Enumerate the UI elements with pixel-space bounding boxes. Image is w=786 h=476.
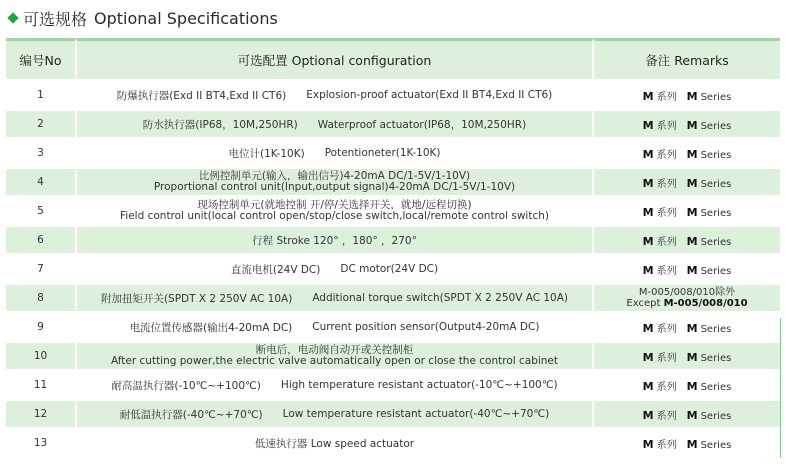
remark-series-en bbox=[687, 322, 732, 335]
remark-en: Series bbox=[700, 323, 732, 335]
row-remarks bbox=[594, 227, 780, 256]
header-no: 编号No bbox=[6, 38, 77, 82]
config-pair bbox=[77, 320, 592, 335]
section-title-en: Optional Specifications bbox=[94, 8, 278, 28]
remark-series-cn bbox=[643, 407, 677, 422]
remark-series bbox=[594, 175, 780, 190]
config-line-en: After cutting power,the electric valve automatically open or close the control cabinet bbox=[110, 355, 559, 367]
remark-m: M bbox=[642, 205, 654, 219]
remark-m: M bbox=[686, 118, 698, 132]
row-configuration bbox=[77, 169, 594, 198]
config-two-line bbox=[77, 171, 592, 193]
remark-m: M bbox=[686, 205, 698, 219]
remark-series-cn bbox=[643, 349, 677, 364]
row-remarks bbox=[594, 372, 780, 401]
remark-series bbox=[594, 233, 780, 248]
remark-cn: 系列 bbox=[656, 410, 677, 422]
remark-en: Series bbox=[700, 381, 732, 393]
row-number: 11 bbox=[6, 372, 77, 401]
remark-m: M bbox=[642, 176, 654, 190]
table-header-row bbox=[6, 38, 780, 82]
table-body bbox=[6, 82, 780, 459]
row-number: 10 bbox=[6, 343, 77, 372]
config-pair bbox=[77, 117, 592, 132]
row-remarks bbox=[594, 82, 780, 111]
row-number: 12 bbox=[6, 401, 77, 430]
config-cn: 防爆执行器(Exd II BT4,Exd II CT6) bbox=[116, 89, 287, 102]
config-pair bbox=[77, 378, 592, 393]
remark-series-en bbox=[687, 438, 732, 451]
row-number: 7 bbox=[6, 256, 77, 285]
row-remarks bbox=[594, 198, 780, 227]
row-configuration bbox=[77, 256, 594, 285]
remark-series-cn bbox=[643, 204, 677, 219]
remark-m: M bbox=[686, 437, 698, 451]
row-number: 13 bbox=[6, 430, 77, 459]
config-cn: 电位计(1K-10K) bbox=[228, 147, 305, 160]
config-en: High temperature resistant actuator(-10℃~+100℃) bbox=[280, 379, 558, 391]
row-configuration bbox=[77, 372, 594, 401]
section-title bbox=[6, 7, 278, 29]
remark-en: Series bbox=[700, 352, 732, 364]
optional-specifications-table bbox=[6, 38, 780, 459]
table-row bbox=[6, 401, 780, 430]
remark-en: Series bbox=[700, 149, 732, 161]
config-pair bbox=[77, 146, 592, 161]
remark-m: M bbox=[686, 89, 698, 103]
config-line-en: Proportional control unit(Input,output signal)4-20mA DC/1-5V/1-10V) bbox=[153, 181, 516, 193]
remark-cn: 系列 bbox=[656, 178, 677, 190]
config-line-cn: 断电后，电动阀自动开或关控制柜 bbox=[255, 344, 414, 356]
table-row bbox=[6, 372, 780, 401]
config-pair bbox=[77, 262, 592, 277]
row-remarks bbox=[594, 343, 780, 372]
config-pair bbox=[77, 407, 592, 422]
row-remarks bbox=[594, 256, 780, 285]
table-row bbox=[6, 314, 780, 343]
remark-series bbox=[594, 117, 780, 132]
remark-series-cn bbox=[643, 320, 677, 335]
remark-series bbox=[594, 204, 780, 219]
remark-en: Series bbox=[700, 120, 732, 132]
remark-en: Series bbox=[700, 178, 732, 190]
remark-series-en bbox=[687, 264, 732, 277]
remark-en: Series bbox=[700, 410, 732, 422]
remark-cn: 系列 bbox=[656, 236, 677, 248]
row-number: 2 bbox=[6, 111, 77, 140]
row-configuration bbox=[77, 314, 594, 343]
remark-series-en bbox=[687, 148, 732, 161]
remark-series-en bbox=[687, 206, 732, 219]
config-en: DC motor(24V DC) bbox=[340, 263, 439, 275]
row-configuration bbox=[77, 285, 594, 314]
config-cn: 附加扭矩开关(SPDT X 2 250V AC 10A) bbox=[100, 292, 293, 305]
remark-cn: 系列 bbox=[656, 323, 677, 335]
table-row bbox=[6, 111, 780, 140]
remark-m: M bbox=[642, 408, 654, 422]
config-cn: 耐低温执行器(-40℃~+70℃) bbox=[119, 408, 263, 421]
remark-m: M bbox=[686, 263, 698, 277]
remark-exception-en bbox=[594, 298, 780, 309]
row-remarks bbox=[594, 314, 780, 343]
remark-exception-cn: M-005/008/010除外 bbox=[638, 287, 736, 298]
remark-cn: 系列 bbox=[656, 439, 677, 451]
remark-series-cn bbox=[643, 378, 677, 393]
remark-series-en bbox=[687, 119, 732, 132]
config-pair bbox=[77, 88, 592, 103]
table-row bbox=[6, 430, 780, 459]
remark-series-cn bbox=[643, 117, 677, 132]
config-two-line bbox=[77, 200, 592, 222]
remark-en: Series bbox=[700, 439, 732, 451]
remark-except-label: Except bbox=[626, 298, 661, 309]
config-single: 行程 Stroke 120° ，180° ，270° bbox=[252, 234, 417, 247]
config-en: Current position sensor(Output4-20mA DC) bbox=[312, 321, 540, 333]
config-en: Low temperature resistant actuator(-40℃~+70℃) bbox=[282, 408, 550, 420]
row-remarks bbox=[594, 430, 780, 459]
table-row bbox=[6, 198, 780, 227]
remark-cn: 系列 bbox=[656, 120, 677, 132]
row-remarks bbox=[594, 169, 780, 198]
remark-m: M bbox=[686, 176, 698, 190]
config-en: Waterproof actuator(IP68，10M,250HR) bbox=[317, 118, 527, 131]
config-cn: 直流电机(24V DC) bbox=[230, 263, 321, 276]
row-remarks bbox=[594, 140, 780, 169]
remark-series bbox=[594, 262, 780, 277]
diamond-bullet-icon bbox=[7, 12, 18, 23]
row-configuration bbox=[77, 401, 594, 430]
header-remarks: 备注 Remarks bbox=[594, 38, 780, 82]
remark-en: Series bbox=[700, 91, 732, 103]
remark-m: M bbox=[642, 89, 654, 103]
config-line-en: Field control unit(local control open/stop/close switch,local/remote control switch) bbox=[120, 210, 549, 222]
row-configuration bbox=[77, 111, 594, 140]
remark-en: Series bbox=[700, 236, 732, 248]
remark-m: M bbox=[642, 263, 654, 277]
table-row bbox=[6, 256, 780, 285]
section-title-cn: 可选规格 bbox=[23, 9, 88, 29]
right-edge-rule bbox=[780, 318, 781, 458]
remark-en: Series bbox=[700, 265, 732, 277]
remark-m: M bbox=[686, 408, 698, 422]
row-configuration bbox=[77, 227, 594, 256]
remark-series-cn bbox=[643, 436, 677, 451]
row-number: 3 bbox=[6, 140, 77, 169]
remark-series bbox=[594, 88, 780, 103]
remark-cn: 系列 bbox=[656, 265, 677, 277]
remark-series-en bbox=[687, 380, 732, 393]
table-row bbox=[6, 82, 780, 111]
remark-series-en bbox=[687, 235, 732, 248]
row-number: 4 bbox=[6, 169, 77, 198]
row-remarks bbox=[594, 401, 780, 430]
config-cn: 防水执行器(IP68，10M,250HR) bbox=[142, 118, 298, 131]
remark-m: M bbox=[686, 321, 698, 335]
remark-cn: 系列 bbox=[656, 352, 677, 364]
remark-series bbox=[594, 436, 780, 451]
remark-series-en bbox=[687, 90, 732, 103]
table-row bbox=[6, 343, 780, 372]
remark-series bbox=[594, 146, 780, 161]
remark-m: M bbox=[642, 147, 654, 161]
remark-m: M bbox=[686, 350, 698, 364]
config-line-cn: 比例控制单元(输入，输出信号)4-20mA DC/1-5V/1-10V) bbox=[198, 170, 471, 182]
remark-series bbox=[594, 407, 780, 422]
remark-m: M bbox=[686, 147, 698, 161]
remark-series bbox=[594, 378, 780, 393]
remark-series bbox=[594, 320, 780, 335]
remark-except-models: M-005/008/010 bbox=[663, 298, 748, 309]
row-configuration bbox=[77, 343, 594, 372]
table-row bbox=[6, 169, 780, 198]
row-number: 6 bbox=[6, 227, 77, 256]
remark-series-cn bbox=[643, 262, 677, 277]
table-row bbox=[6, 285, 780, 314]
remark-series-en bbox=[687, 177, 732, 190]
remark-cn: 系列 bbox=[656, 381, 677, 393]
remark-cn: 系列 bbox=[656, 207, 677, 219]
remark-m: M bbox=[642, 118, 654, 132]
config-en: Explosion-proof actuator(Exd II BT4,Exd II CT6) bbox=[306, 89, 553, 101]
remark-m: M bbox=[642, 437, 654, 451]
row-configuration bbox=[77, 140, 594, 169]
remark-cn: 系列 bbox=[656, 91, 677, 103]
config-cn: 耐高温执行器(-10℃~+100℃) bbox=[111, 379, 261, 392]
row-number: 8 bbox=[6, 285, 77, 314]
config-cn: 电流位置传感器(输出4-20mA DC) bbox=[129, 321, 293, 334]
remark-en: Series bbox=[700, 207, 732, 219]
config-line-cn: 现场控制单元(就地控制 开/停/关选择开关，就地/远程切换) bbox=[197, 199, 472, 211]
remark-exception bbox=[594, 287, 780, 309]
header-config: 可选配置 Optional configuration bbox=[77, 38, 594, 82]
remark-series-cn bbox=[643, 88, 677, 103]
row-remarks bbox=[594, 285, 780, 314]
config-two-line bbox=[77, 345, 592, 367]
remark-m: M bbox=[642, 379, 654, 393]
remark-series-en bbox=[687, 351, 732, 364]
row-remarks bbox=[594, 111, 780, 140]
row-configuration bbox=[77, 430, 594, 459]
row-number: 9 bbox=[6, 314, 77, 343]
remark-cn: 系列 bbox=[656, 149, 677, 161]
remark-m: M bbox=[642, 234, 654, 248]
config-single: 低速执行器 Low speed actuator bbox=[254, 437, 415, 450]
remark-m: M bbox=[686, 234, 698, 248]
config-pair bbox=[77, 291, 592, 306]
row-number: 1 bbox=[6, 82, 77, 111]
remark-series-cn bbox=[643, 175, 677, 190]
remark-series-cn bbox=[643, 233, 677, 248]
remark-series bbox=[594, 349, 780, 364]
row-configuration bbox=[77, 198, 594, 227]
remark-series-cn bbox=[643, 146, 677, 161]
table-row bbox=[6, 140, 780, 169]
row-configuration bbox=[77, 82, 594, 111]
config-en: Potentioneter(1K-10K) bbox=[324, 147, 441, 159]
remark-m: M bbox=[642, 321, 654, 335]
row-number: 5 bbox=[6, 198, 77, 227]
table-row bbox=[6, 227, 780, 256]
remark-m: M bbox=[686, 379, 698, 393]
config-en: Additional torque switch(SPDT X 2 250V AC 10A) bbox=[312, 292, 569, 304]
remark-series-en bbox=[687, 409, 732, 422]
remark-m: M bbox=[642, 350, 654, 364]
